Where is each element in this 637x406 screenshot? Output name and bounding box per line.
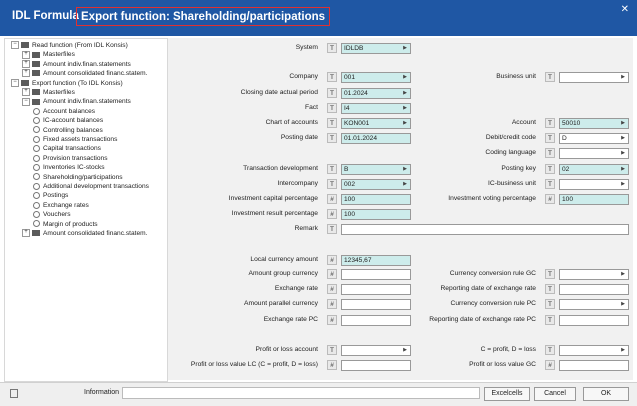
inv-voting-pct-field[interactable] (559, 194, 629, 205)
fact-field[interactable] (341, 103, 411, 114)
gear-icon (33, 164, 40, 171)
collapse-icon[interactable]: − (11, 79, 19, 87)
pl-value-gc-type-button[interactable]: # (545, 360, 555, 370)
posting-date-type-button[interactable]: T (327, 133, 337, 143)
account-field[interactable] (559, 118, 629, 129)
tree-item-label: Postings (43, 192, 69, 200)
coding-language-field[interactable] (559, 148, 629, 159)
field-value: 02 (562, 166, 570, 173)
c-d-label: C = profit, D = loss (480, 346, 536, 353)
exchange-rate-label: Exchange rate (274, 285, 318, 292)
expand-icon[interactable]: + (22, 51, 30, 59)
dropdown-arrow-icon[interactable]: ▶ (403, 166, 407, 172)
intercompany-field[interactable] (341, 179, 411, 190)
rep-date-er-pc-field[interactable] (559, 315, 629, 326)
local-currency-amount-field[interactable] (341, 255, 411, 266)
posting-key-field[interactable] (559, 164, 629, 175)
folder-icon (21, 80, 29, 86)
cancel-button[interactable]: Cancel (534, 387, 576, 401)
ccr-pc-label: Currency conversion rule PC (450, 300, 536, 307)
expand-icon[interactable]: + (22, 69, 30, 77)
amount-group-currency-label: Amount group currency (248, 270, 318, 277)
rep-date-er-pc-type-button[interactable]: T (545, 315, 555, 325)
tree-item[interactable] (33, 173, 123, 182)
gear-icon (33, 211, 40, 218)
dropdown-arrow-icon[interactable]: ▶ (403, 90, 407, 96)
dropdown-arrow-icon[interactable]: ▶ (621, 181, 625, 187)
field-value: B (344, 166, 349, 173)
account-type-button[interactable]: T (545, 118, 555, 128)
gear-icon (33, 117, 40, 124)
tree-item-label: Account balances (43, 107, 96, 115)
posting-date-field[interactable] (341, 133, 411, 144)
debit-credit-field[interactable] (559, 133, 629, 144)
folder-icon (32, 61, 40, 67)
tree-item[interactable] (22, 229, 147, 238)
pl-account-field[interactable] (341, 345, 411, 356)
pl-value-lc-field[interactable] (341, 360, 411, 371)
gear-icon (33, 136, 40, 143)
tree-item[interactable] (22, 60, 131, 69)
form-panel (168, 38, 633, 380)
folder-icon (32, 52, 40, 58)
ccr-gc-field[interactable] (559, 269, 629, 280)
chart-of-accounts-type-button[interactable]: T (327, 118, 337, 128)
remark-label: Remark (294, 225, 318, 232)
expand-icon[interactable]: + (22, 88, 30, 96)
company-type-button[interactable]: T (327, 72, 337, 82)
transaction-dev-label: Transaction development (243, 165, 318, 172)
local-currency-amount-label: Local currency amount (250, 256, 318, 263)
gear-icon (33, 145, 40, 152)
gear-icon (33, 108, 40, 115)
tree-item-label: Provision transactions (43, 154, 108, 162)
tree-item-label: Controlling balances (43, 126, 103, 134)
chart-of-accounts-field[interactable] (341, 118, 411, 129)
tree-item[interactable] (22, 69, 147, 78)
title-bar (0, 0, 637, 36)
rep-date-er-type-button[interactable]: T (545, 284, 555, 294)
information-field (122, 387, 480, 399)
tree-item[interactable] (33, 116, 103, 125)
posting-key-label: Posting key (501, 165, 536, 172)
tree-item[interactable] (11, 41, 128, 50)
tree-item-label: Read function (From IDL Konsis) (32, 42, 128, 49)
inv-voting-pct-type-button[interactable]: # (545, 194, 555, 204)
posting-date-label: Posting date (280, 134, 318, 141)
business-unit-field[interactable] (559, 72, 629, 83)
gear-icon (33, 192, 40, 199)
field-value: 002 (344, 181, 356, 188)
excelcells-button[interactable]: Excelcells (484, 387, 530, 401)
dropdown-arrow-icon[interactable]: ▶ (403, 45, 407, 51)
company-field[interactable] (341, 72, 411, 83)
business-unit-label: Business unit (496, 73, 536, 80)
exchange-rate-pc-type-button[interactable]: # (327, 315, 337, 325)
tree-item-label: Vouchers (43, 211, 71, 219)
field-value: 01.2024 (344, 90, 368, 97)
window-title: IDL Formula - (12, 10, 86, 22)
pl-value-lc-type-button[interactable]: # (327, 360, 337, 370)
expand-icon[interactable]: + (22, 229, 30, 237)
fact-label: Fact (304, 104, 318, 111)
ic-business-unit-type-button[interactable]: T (545, 179, 555, 189)
gear-icon (33, 220, 40, 227)
field-value: 001 (344, 74, 356, 81)
gear-icon (33, 202, 40, 209)
dropdown-arrow-icon[interactable]: ▶ (621, 301, 625, 307)
company-label: Company (289, 73, 318, 80)
debit-credit-type-button[interactable]: T (545, 133, 555, 143)
inv-result-pct-type-button[interactable]: # (327, 209, 337, 219)
tree-item[interactable] (33, 210, 71, 219)
collapse-icon[interactable]: − (11, 41, 19, 49)
tree-item[interactable] (33, 163, 105, 172)
pl-account-label: Profit or loss account (255, 346, 318, 353)
gear-icon (33, 126, 40, 133)
pl-value-gc-field[interactable] (559, 360, 629, 371)
ok-button[interactable]: OK (583, 387, 629, 401)
intercompany-type-button[interactable]: T (327, 179, 337, 189)
posting-key-type-button[interactable]: T (545, 164, 555, 174)
tree-item-label: Capital transactions (43, 145, 101, 153)
dropdown-arrow-icon[interactable]: ▶ (403, 120, 407, 126)
window-title-highlight: Export function: Shareholding/participations (76, 7, 330, 26)
amount-parallel-currency-field[interactable] (341, 299, 411, 310)
rep-date-er-field[interactable] (559, 284, 629, 295)
ccr-gc-type-button[interactable]: T (545, 269, 555, 279)
dropdown-arrow-icon[interactable]: ▶ (403, 105, 407, 111)
closing-date-field[interactable] (341, 88, 411, 99)
tree-item-label: Margin of products (43, 220, 98, 228)
inv-voting-pct-label: Investment voting percentage (448, 195, 536, 202)
pl-value-gc-label: Profit or loss value GC (469, 361, 536, 368)
system-field[interactable] (341, 43, 411, 54)
tree-item[interactable] (33, 201, 89, 210)
field-value: KON001 (344, 120, 370, 127)
folder-icon (21, 42, 29, 48)
inv-capital-pct-field[interactable] (341, 194, 411, 205)
tree-item-label: Amount consolidated financ.statem. (43, 230, 148, 237)
close-icon[interactable]: ✕ (620, 4, 629, 15)
tree-item-label: Masterfiles (43, 51, 75, 59)
field-value: I4 (344, 105, 350, 112)
c-d-field[interactable] (559, 345, 629, 356)
function-tree (4, 38, 168, 382)
remark-type-button[interactable]: T (327, 224, 337, 234)
field-value: IDLDB (344, 45, 364, 52)
expand-icon[interactable]: + (22, 60, 30, 68)
exchange-rate-type-button[interactable]: # (327, 284, 337, 294)
dropdown-arrow-icon[interactable]: ▶ (403, 181, 407, 187)
tree-item-label: IC-account balances (43, 117, 104, 125)
dropdown-arrow-icon[interactable]: ▶ (621, 135, 625, 141)
tree-item-label: Fixed assets transactions (43, 136, 118, 143)
field-value: D (562, 135, 567, 142)
rep-date-er-pc-label: Reporting date of exchange rate PC (429, 316, 536, 323)
intercompany-label: Intercompany (277, 180, 318, 187)
dropdown-arrow-icon[interactable]: ▶ (621, 74, 625, 80)
inv-result-pct-field[interactable] (341, 209, 411, 220)
dropdown-arrow-icon[interactable]: ▶ (621, 271, 625, 277)
ic-business-unit-field[interactable] (559, 179, 629, 190)
tree-item[interactable] (33, 191, 68, 200)
system-type-button[interactable]: T (327, 43, 337, 53)
tree-item-label: Additional development transactions (43, 183, 149, 190)
inv-capital-pct-label: Investment capital percentage (228, 195, 318, 202)
remark-field[interactable] (341, 224, 629, 235)
system-label: System (295, 44, 318, 51)
dropdown-arrow-icon[interactable]: ▶ (621, 166, 625, 172)
folder-icon (32, 89, 40, 95)
field-value: 100 (562, 196, 574, 203)
dropdown-arrow-icon[interactable]: ▶ (403, 347, 407, 353)
local-currency-amount-type-button[interactable]: # (327, 255, 337, 265)
rep-date-er-label: Reporting date of exchange rate (440, 285, 536, 292)
pl-account-type-button[interactable]: T (327, 345, 337, 355)
fact-type-button[interactable]: T (327, 103, 337, 113)
tree-item-label: Masterfiles (43, 89, 75, 96)
c-d-type-button[interactable]: T (545, 345, 555, 355)
tree-item[interactable] (22, 88, 75, 97)
dropdown-arrow-icon[interactable]: ▶ (621, 150, 625, 156)
tree-item[interactable] (33, 144, 101, 153)
dropdown-arrow-icon[interactable]: ▶ (621, 120, 625, 126)
exchange-rate-pc-label: Exchange rate PC (263, 316, 318, 323)
tree-item-label: Exchange rates (43, 201, 89, 209)
field-value: 12345,67 (344, 257, 372, 264)
closing-date-type-button[interactable]: T (327, 88, 337, 98)
dropdown-arrow-icon[interactable]: ▶ (621, 347, 625, 353)
tree-item[interactable] (33, 182, 149, 191)
tree-item[interactable] (33, 220, 98, 229)
coding-language-label: Coding language (485, 149, 536, 156)
field-value: 50010 (562, 120, 581, 127)
transaction-dev-type-button[interactable]: T (327, 164, 337, 174)
amount-group-currency-type-button[interactable]: # (327, 269, 337, 279)
tree-item[interactable] (11, 79, 123, 88)
amount-parallel-currency-label: Amount parallel currency (244, 300, 318, 307)
business-unit-type-button[interactable]: T (545, 72, 555, 82)
transaction-dev-field[interactable] (341, 164, 411, 175)
tree-item[interactable] (33, 107, 95, 116)
folder-icon (32, 70, 40, 76)
amount-parallel-currency-type-button[interactable]: # (327, 299, 337, 309)
amount-group-currency-field[interactable] (341, 269, 411, 280)
tree-item[interactable] (33, 135, 117, 144)
folder-icon (32, 99, 40, 105)
field-value: 100 (344, 196, 356, 203)
dropdown-arrow-icon[interactable]: ▶ (403, 74, 407, 80)
ccr-pc-type-button[interactable]: T (545, 299, 555, 309)
information-label: Information (84, 389, 120, 396)
ccr-gc-label: Currency conversion rule GC (449, 270, 536, 277)
gear-icon (33, 173, 40, 180)
closing-date-label: Closing date actual period (240, 89, 318, 96)
field-value: 100 (344, 211, 356, 218)
collapse-icon[interactable]: − (22, 98, 30, 106)
inv-capital-pct-type-button[interactable]: # (327, 194, 337, 204)
tree-item[interactable] (22, 97, 131, 106)
inv-result-pct-label: Investment result percentage (231, 210, 318, 217)
gear-icon (33, 183, 40, 190)
coding-language-type-button[interactable]: T (545, 148, 555, 158)
account-label: Account (511, 119, 536, 126)
tree-item-label: Shareholding/participations (43, 173, 123, 181)
tree-item[interactable] (33, 154, 108, 163)
chart-of-accounts-label: Chart of accounts (265, 119, 318, 126)
tree-item-label: Amount indiv.finan.statements (43, 60, 131, 68)
tree-item-label: Export function (To IDL Konsis) (32, 79, 123, 87)
tree-item-label: Inventories IC-stocks (43, 164, 105, 172)
exchange-rate-pc-field[interactable] (341, 315, 411, 326)
tree-item[interactable] (33, 126, 103, 135)
debit-credit-label: Debit/credit code (485, 134, 536, 141)
exchange-rate-field[interactable] (341, 284, 411, 295)
tree-item-label: Amount consolidated financ.statem. (43, 70, 148, 78)
gear-icon (33, 155, 40, 162)
ic-business-unit-label: IC-business unit (488, 180, 536, 187)
status-icon (10, 389, 18, 398)
field-value: 01.01.2024 (344, 135, 378, 142)
ccr-pc-field[interactable] (559, 299, 629, 310)
tree-item[interactable] (22, 50, 75, 59)
pl-value-lc-label: Profit or loss value LC (C = profit, D = loss) (190, 361, 318, 368)
folder-icon (32, 230, 40, 236)
tree-item-label: Amount indiv.finan.statements (43, 98, 131, 106)
